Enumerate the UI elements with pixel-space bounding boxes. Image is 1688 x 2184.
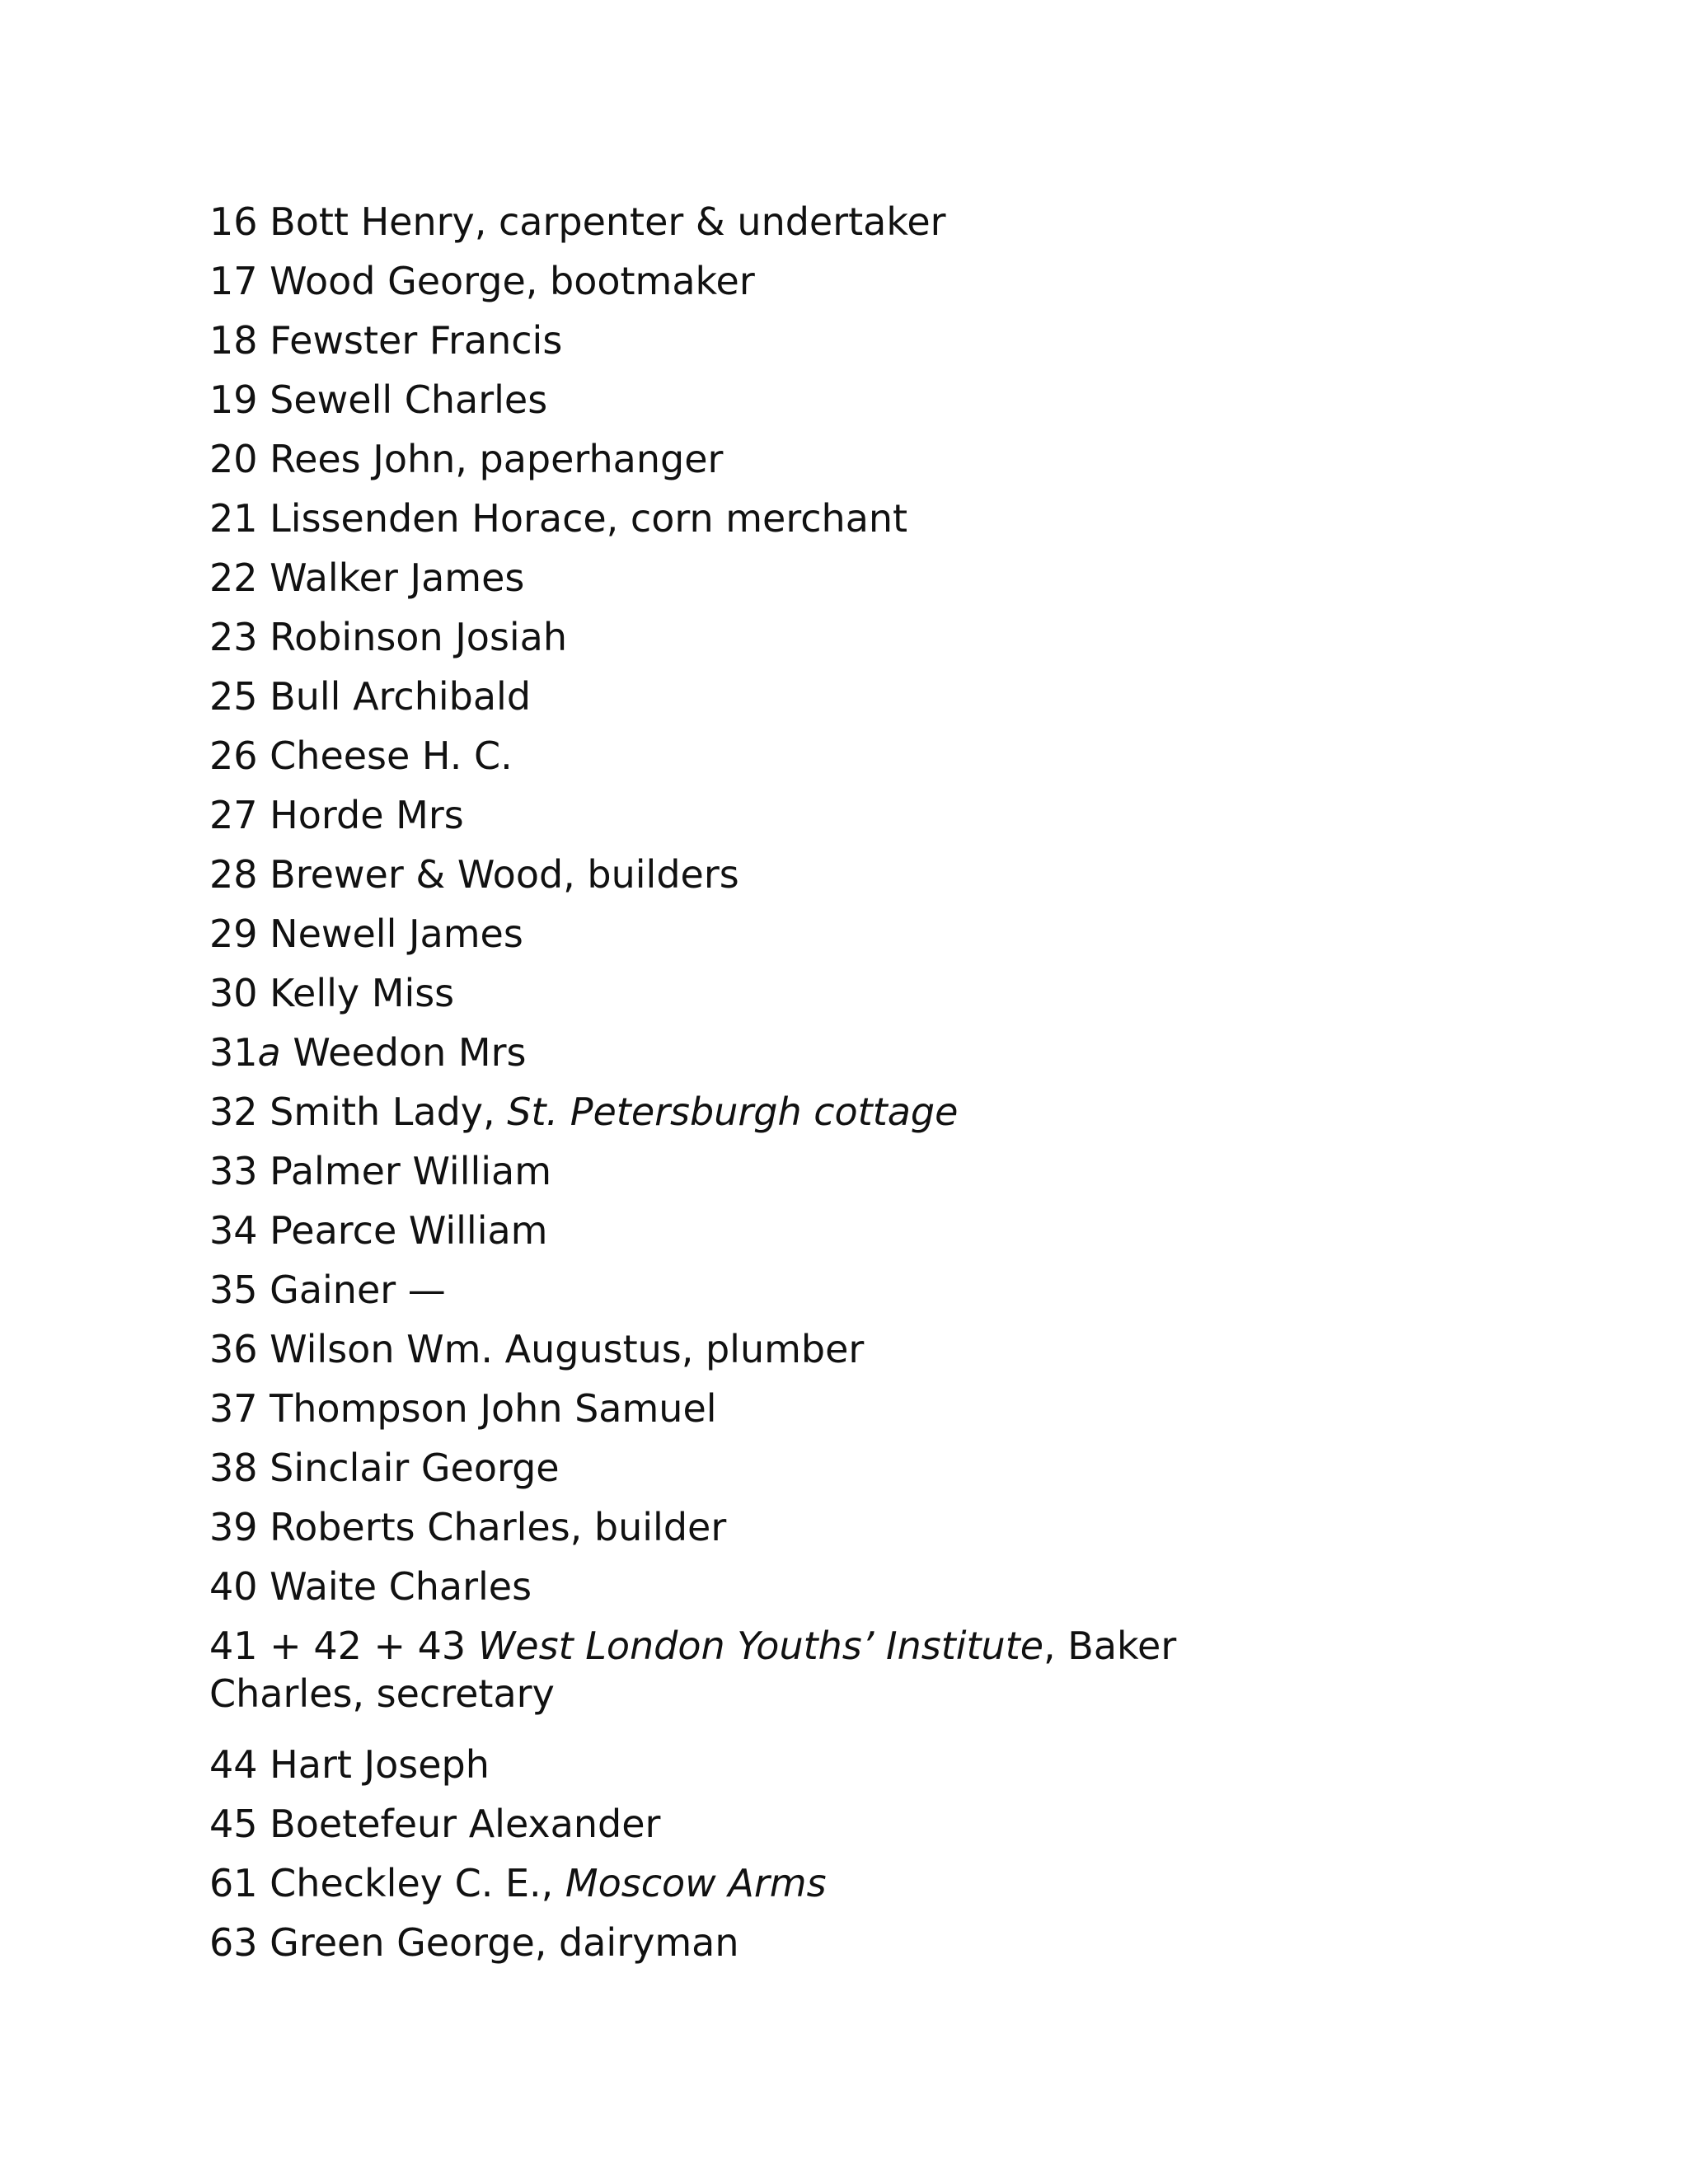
- place-name: West London Youths’ Institute: [477, 1624, 1044, 1668]
- occupation: builder: [593, 1505, 727, 1549]
- occupation: corn merchant: [630, 496, 908, 541]
- resident-name: Robinson Josiah: [270, 615, 568, 659]
- list-item: 16 Bott Henry, carpenter & undertaker: [209, 199, 946, 244]
- resident-name: Newell James: [270, 912, 523, 956]
- house-number: 63: [209, 1920, 258, 1965]
- house-number: 40: [209, 1564, 258, 1609]
- house-number: 36: [209, 1327, 258, 1371]
- list-item: [209, 1385, 1330, 1444]
- list-item: 17 Wood George, bootmaker: [209, 259, 755, 303]
- list-item: [209, 969, 1330, 1029]
- resident-name: Cheese H. C.: [270, 733, 513, 778]
- house-number: 30: [209, 971, 258, 1015]
- resident-name: Hart Joseph: [270, 1742, 490, 1787]
- resident-name: Wood George: [270, 259, 526, 303]
- resident-name: Bull Archibald: [270, 674, 532, 719]
- resident-name: Kelly Miss: [270, 971, 455, 1015]
- resident-name: Green George: [270, 1920, 535, 1965]
- resident-name: Boetefeur Alexander: [270, 1802, 661, 1846]
- list-item: 21 Lissenden Horace, corn merchant: [209, 496, 908, 541]
- house-number: 17: [209, 259, 258, 303]
- list-item: [209, 910, 1330, 969]
- list-item: [209, 554, 1330, 613]
- house-number: 25: [209, 674, 258, 719]
- house-number: 18: [209, 318, 258, 363]
- resident-name: Checkley C. E.: [270, 1861, 542, 1905]
- list-item: [209, 732, 1330, 791]
- house-number: 29: [209, 912, 258, 956]
- resident-name: Weedon Mrs: [293, 1030, 527, 1075]
- resident-name: Thompson John Samuel: [270, 1386, 717, 1431]
- house-number: 33: [209, 1149, 258, 1193]
- resident-name: Gainer —: [270, 1268, 446, 1312]
- house-number: 37: [209, 1386, 258, 1431]
- list-item: [209, 791, 1330, 851]
- house-number: 21: [209, 496, 258, 541]
- list-item: [209, 1207, 1330, 1266]
- list-item: 36 Wilson Wm. Augustus, plumber: [209, 1327, 865, 1371]
- list-item: [209, 1563, 1330, 1622]
- house-number: 35: [209, 1268, 258, 1312]
- house-number: 19: [209, 377, 258, 422]
- resident-name: Sewell Charles: [270, 377, 548, 422]
- occupation: carpenter & undertaker: [499, 199, 946, 244]
- list-item: 20 Rees John, paperhanger: [209, 437, 724, 481]
- occupation: plumber: [705, 1327, 865, 1371]
- resident-name: Baker Charles: [209, 1624, 1177, 1716]
- list-item: [209, 1800, 1330, 1859]
- resident-name: Waite Charles: [270, 1564, 532, 1609]
- resident-name: Walker James: [270, 555, 525, 600]
- list-item: [209, 1741, 1330, 1800]
- house-number: 20: [209, 437, 258, 481]
- resident-name: Brewer & Wood: [270, 852, 564, 897]
- resident-name: Bott Henry: [270, 199, 475, 244]
- list-item: 39 Roberts Charles, builder: [209, 1505, 727, 1549]
- occupation: bootmaker: [550, 259, 755, 303]
- house-number-suffix: a: [257, 1030, 281, 1075]
- list-item: 61 Checkley C. E., Moscow Arms: [209, 1861, 827, 1905]
- occupation: builders: [587, 852, 739, 897]
- house-number: 31: [209, 1030, 258, 1075]
- house-number: 22: [209, 555, 258, 600]
- house-number: 41 + 42 + 43: [209, 1624, 467, 1668]
- house-number: 26: [209, 733, 258, 778]
- list-item: 63 Green George, dairyman: [209, 1920, 739, 1965]
- resident-name: Pearce William: [270, 1208, 548, 1253]
- resident-name: Palmer William: [270, 1149, 552, 1193]
- house-number: 16: [209, 199, 258, 244]
- house-number: 23: [209, 615, 258, 659]
- list-item: [209, 1266, 1330, 1325]
- house-number: 32: [209, 1090, 258, 1134]
- house-number: 27: [209, 793, 258, 837]
- house-number: 34: [209, 1208, 258, 1253]
- occupation: , secretary: [352, 1671, 555, 1716]
- house-number: 28: [209, 852, 258, 897]
- list-item: [209, 673, 1330, 732]
- list-item: 28 Brewer & Wood, builders: [209, 852, 739, 897]
- place-name: Moscow Arms: [565, 1861, 827, 1905]
- list-item: [209, 613, 1330, 673]
- occupation: paperhanger: [479, 437, 724, 481]
- resident-name: Horde Mrs: [270, 793, 464, 837]
- resident-name: Fewster Francis: [270, 318, 563, 363]
- directory-list: [209, 198, 1330, 1978]
- resident-name: Sinclair George: [270, 1446, 560, 1490]
- list-item: [209, 1147, 1330, 1207]
- resident-name: Wilson Wm. Augustus: [270, 1327, 682, 1371]
- list-item: [209, 1029, 1330, 1088]
- list-item: [209, 1444, 1330, 1503]
- place-name: St. Petersburgh cottage: [507, 1090, 959, 1134]
- resident-name: Smith Lady: [270, 1090, 484, 1134]
- house-number: 44: [209, 1742, 258, 1787]
- list-item: [209, 376, 1330, 435]
- list-item: [209, 316, 1330, 376]
- resident-name: Rees John: [270, 437, 456, 481]
- resident-name: Roberts Charles: [270, 1505, 570, 1549]
- occupation: dairyman: [559, 1920, 739, 1965]
- house-number: 45: [209, 1802, 258, 1846]
- house-number: 61: [209, 1861, 258, 1905]
- list-item: 32 Smith Lady, St. Petersburgh cottage: [209, 1090, 959, 1134]
- house-number: 38: [209, 1446, 258, 1490]
- house-number: 39: [209, 1505, 258, 1549]
- list-item: 41 + 42 + 43 West London Youths’ Institute, Baker Charles, secretary: [209, 1624, 1177, 1716]
- resident-name: Lissenden Horace: [270, 496, 607, 541]
